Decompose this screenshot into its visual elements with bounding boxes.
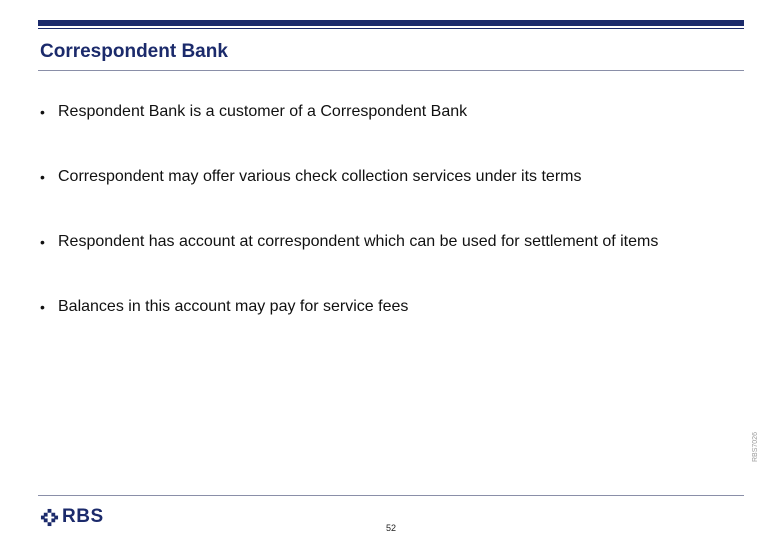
bullet-text: Balances in this account may pay for service fees [58, 298, 409, 315]
bullet-marker: • [40, 299, 45, 315]
page-number: 52 [385, 523, 396, 533]
bullet-list [40, 102, 658, 362]
bullet-text: Respondent Bank is a customer of a Correspondent Bank [58, 103, 468, 120]
header-thin-rule [38, 28, 744, 29]
bullet-text: Correspondent may offer various check collection services under its terms [58, 168, 582, 185]
bullet-item [40, 232, 658, 297]
slide-title: Correspondent Bank [40, 41, 228, 62]
header-thick-rule [38, 20, 744, 26]
title-divider [38, 70, 744, 71]
logo-text: RBS [62, 506, 104, 527]
footer-divider [38, 495, 744, 496]
rbs-daisy-wheel-icon [40, 508, 59, 527]
rbs-logo [40, 507, 104, 527]
bullet-text: Respondent has account at correspondent which can be used for settlement of items [58, 233, 659, 250]
bullet-marker: • [40, 169, 45, 185]
document-code: RBS7026 [752, 432, 759, 462]
bullet-item [40, 297, 658, 362]
bullet-marker: • [40, 104, 45, 120]
bullet-item [40, 167, 658, 232]
bullet-marker: • [40, 234, 45, 250]
bullet-item [40, 102, 658, 167]
